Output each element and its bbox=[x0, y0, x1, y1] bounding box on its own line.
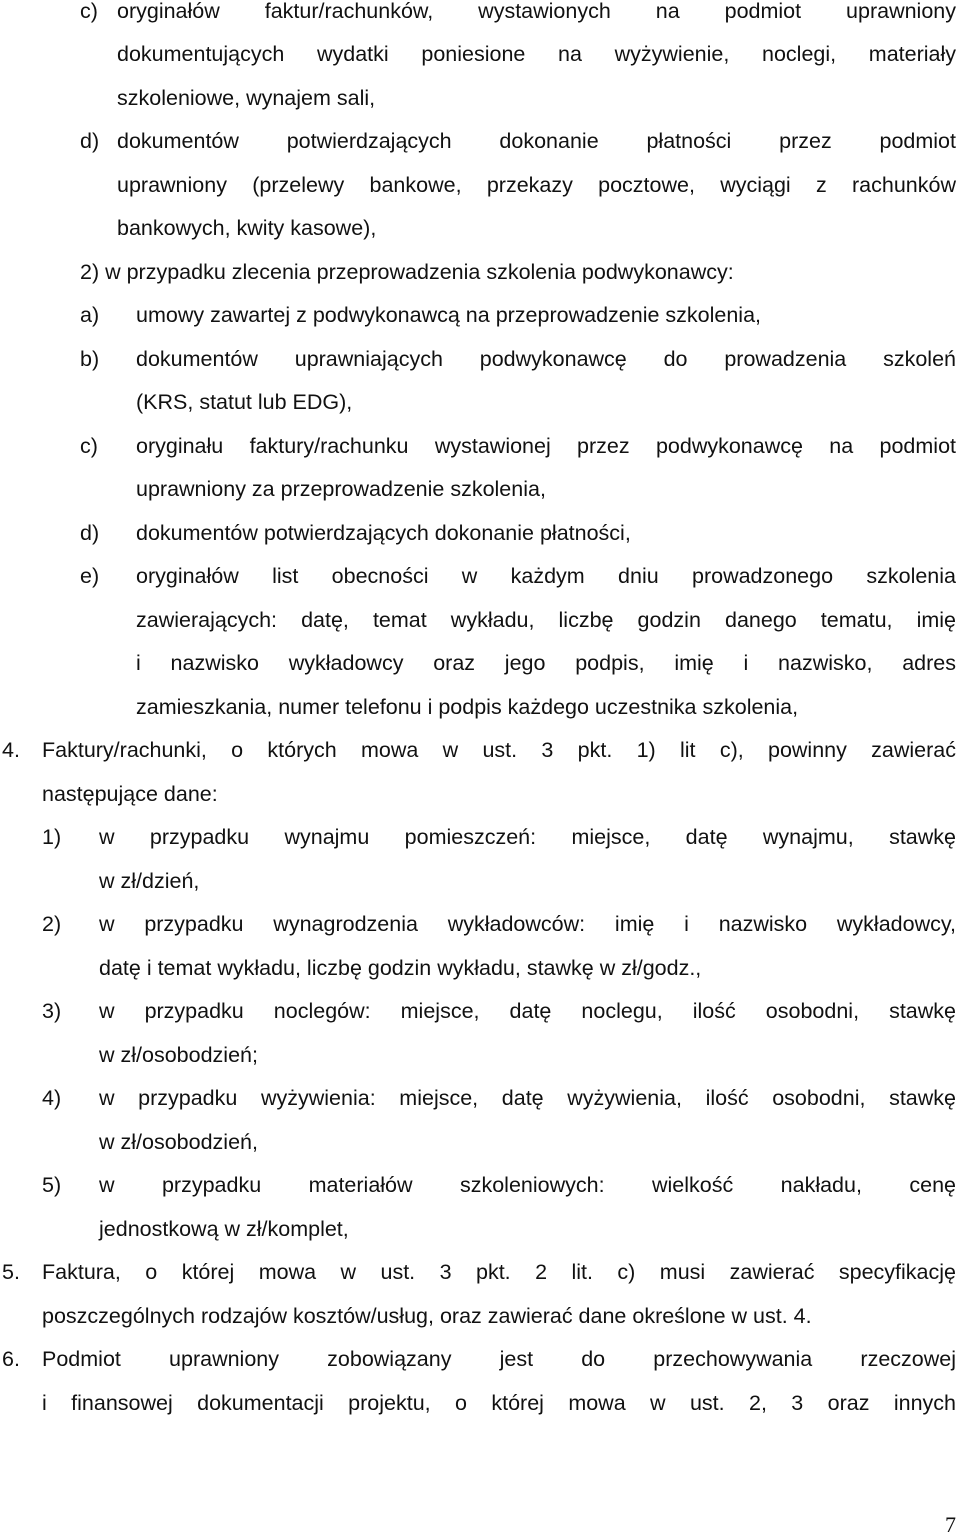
page-number: 7 bbox=[945, 1512, 956, 1537]
list-marker: 1) bbox=[42, 825, 62, 849]
paragraph-line: dokumentów uprawniających podwykonawcę do prowadzenia szkoleń bbox=[136, 347, 956, 371]
paragraph-line: następujące dane: bbox=[42, 782, 218, 806]
list-marker: 5) bbox=[42, 1173, 62, 1197]
paragraph-line: Faktura, o której mowa w ust. 3 pkt. 2 lit. c) musi zawierać specyfikację bbox=[42, 1260, 956, 1284]
list-marker: e) bbox=[80, 564, 100, 588]
paragraph-line: datę i temat wykładu, liczbę godzin wykładu, stawkę w zł/godz., bbox=[99, 956, 702, 980]
list-marker: a) bbox=[80, 303, 100, 327]
list-marker: d) bbox=[80, 521, 100, 545]
paragraph-line: w przypadku wynagrodzenia wykładowców: imię i nazwisko wykładowcy, bbox=[99, 912, 956, 936]
paragraph-line: w przypadku wyżywienia: miejsce, datę wyżywienia, ilość osobodni, stawkę bbox=[99, 1086, 956, 1110]
list-marker: 3) bbox=[42, 999, 62, 1023]
section-number: 4. bbox=[2, 738, 20, 762]
list-item-heading: 2) w przypadku zlecenia przeprowadzenia szkolenia podwykonawcy: bbox=[80, 260, 734, 284]
paragraph-line: uprawniony (przelewy bankowe, przekazy pocztowe, wyciągi z rachunków bbox=[117, 173, 956, 197]
paragraph-line: i finansowej dokumentacji projektu, o której mowa w ust. 2, 3 oraz innych bbox=[42, 1391, 956, 1415]
list-marker: d) bbox=[80, 129, 100, 153]
list-marker: b) bbox=[80, 347, 100, 371]
section-number: 6. bbox=[2, 1347, 20, 1371]
list-marker: c) bbox=[80, 434, 98, 458]
paragraph-line: w przypadku materiałów szkoleniowych: wielkość nakładu, cenę bbox=[99, 1173, 956, 1197]
paragraph-line: szkoleniowe, wynajem sali, bbox=[117, 86, 376, 110]
paragraph-line: w zł/dzień, bbox=[99, 869, 200, 893]
paragraph-line: zawierających: datę, temat wykładu, liczbę godzin danego tematu, imię bbox=[136, 608, 956, 632]
paragraph-line: (KRS, statut lub EDG), bbox=[136, 390, 353, 414]
paragraph-line: oryginałów list obecności w każdym dniu prowadzonego szkolenia bbox=[136, 564, 956, 588]
paragraph-line: dokumentujących wydatki poniesione na wyżywienie, noclegi, materiały bbox=[117, 42, 956, 66]
paragraph-line: oryginałów faktur/rachunków, wystawionych na podmiot uprawniony bbox=[117, 0, 956, 23]
list-marker: 2) bbox=[42, 912, 62, 936]
paragraph-line: jednostkową w zł/komplet, bbox=[99, 1217, 349, 1241]
paragraph-line: Faktury/rachunki, o których mowa w ust. 3 pkt. 1) lit c), powinny zawierać bbox=[42, 738, 956, 762]
paragraph-line: w zł/osobodzień; bbox=[99, 1043, 258, 1067]
list-marker: c) bbox=[80, 0, 98, 23]
paragraph-line: umowy zawartej z podwykonawcą na przeprowadzenie szkolenia, bbox=[136, 303, 762, 327]
paragraph-line: bankowych, kwity kasowe), bbox=[117, 216, 377, 240]
paragraph-line: oryginału faktury/rachunku wystawionej przez podwykonawcę na podmiot bbox=[136, 434, 956, 458]
paragraph-line: i nazwisko wykładowcy oraz jego podpis, imię i nazwisko, adres bbox=[136, 651, 956, 675]
paragraph-line: dokumentów potwierdzających dokonanie płatności, bbox=[136, 521, 631, 545]
paragraph-line: uprawniony za przeprowadzenie szkolenia, bbox=[136, 477, 546, 501]
list-marker: 4) bbox=[42, 1086, 62, 1110]
paragraph-line: Podmiot uprawniony zobowiązany jest do przechowywania rzeczowej bbox=[42, 1347, 956, 1371]
paragraph-line: poszczególnych rodzajów kosztów/usług, oraz zawierać dane określone w ust. 4. bbox=[42, 1304, 812, 1328]
paragraph-line: zamieszkania, numer telefonu i podpis każdego uczestnika szkolenia, bbox=[136, 695, 799, 719]
paragraph-line: w zł/osobodzień, bbox=[99, 1130, 258, 1154]
paragraph-line: w przypadku noclegów: miejsce, datę noclegu, ilość osobodni, stawkę bbox=[99, 999, 956, 1023]
paragraph-line: dokumentów potwierdzających dokonanie płatności przez podmiot bbox=[117, 129, 956, 153]
paragraph-line: w przypadku wynajmu pomieszczeń: miejsce, datę wynajmu, stawkę bbox=[99, 825, 956, 849]
section-number: 5. bbox=[2, 1260, 20, 1284]
